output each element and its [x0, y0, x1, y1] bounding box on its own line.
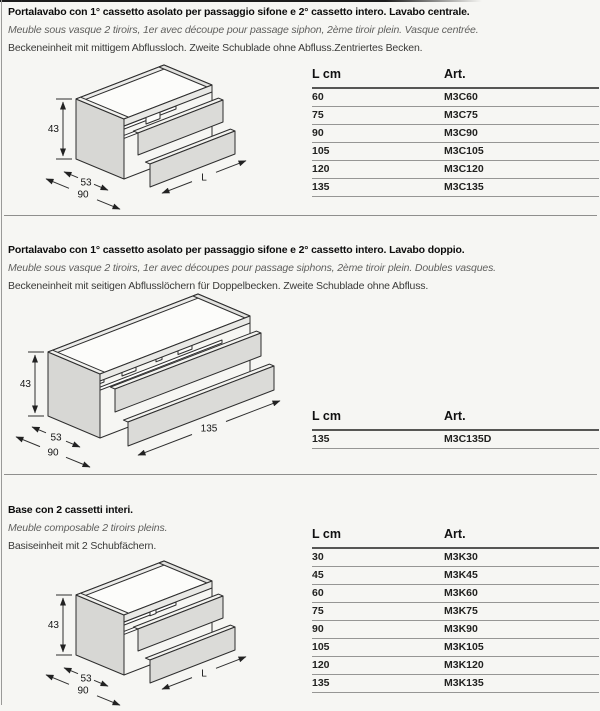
table-row — [312, 584, 599, 602]
section-header-double-basin — [8, 241, 594, 295]
table-header-row — [312, 524, 599, 548]
dim-length-label: L — [201, 668, 207, 680]
table-row — [312, 656, 599, 674]
table-header-row — [312, 64, 599, 88]
dim-height-label: 43 — [47, 124, 59, 135]
cell-length: 135 — [312, 430, 444, 449]
dim-depth-open-label: 90 — [77, 189, 89, 201]
cabinet-body — [48, 294, 274, 446]
table-row — [312, 124, 599, 142]
cell-length: 30 — [312, 548, 444, 567]
table-row — [312, 548, 599, 567]
column-header-article: Art. — [444, 524, 599, 548]
column-header-length: L cm — [312, 64, 444, 88]
section-header-central-basin — [8, 3, 594, 57]
cell-length: 90 — [312, 124, 444, 142]
table-row — [312, 88, 599, 107]
cell-article: M3K105 — [444, 638, 599, 656]
column-header-article: Art. — [444, 64, 599, 88]
cell-article: M3K30 — [444, 548, 599, 567]
cell-article: M3K120 — [444, 656, 599, 674]
cell-length: 135 — [312, 178, 444, 196]
cell-article: M3C75 — [444, 106, 599, 124]
cell-article: M3C135 — [444, 178, 599, 196]
dim-length-label: 135 — [200, 423, 218, 435]
table-row — [312, 430, 599, 449]
cell-length: 90 — [312, 620, 444, 638]
section-title-french: Meuble sous vasque 2 tiroirs, 1er avec découpes pour passage siphons, 2ème tiroir plein. Doubles vasques. — [8, 262, 496, 274]
section-divider — [4, 215, 597, 216]
cell-article: M3C60 — [444, 88, 599, 107]
column-header-length: L cm — [312, 524, 444, 548]
cell-length: 75 — [312, 106, 444, 124]
table-row — [312, 620, 599, 638]
cell-article: M3C120 — [444, 160, 599, 178]
section-title-german: Beckeneinheit mit seitigen Abflusslöchern für Doppelbecken. Zweite Schublade ohne Abfluss. — [8, 280, 429, 292]
dim-height-label: 43 — [47, 620, 59, 631]
cell-article: M3K90 — [444, 620, 599, 638]
section-title-german: Beckeneinheit mit mittigem Abflussloch. Zweite Schublade ohne Abfluss.Zentriertes Becken. — [8, 42, 423, 54]
cell-article: M3C135D — [444, 430, 599, 449]
dim-depth-open-label: 90 — [77, 685, 89, 697]
table-row — [312, 566, 599, 584]
cell-article: M3K45 — [444, 566, 599, 584]
spec-table-central-basin — [312, 64, 599, 197]
cell-length: 120 — [312, 656, 444, 674]
section-title-italian: Portalavabo con 1° cassetto asolato per passaggio sifone e 2° cassetto intero. Lavabo doppio. — [8, 244, 465, 256]
page-left-border — [1, 0, 2, 705]
table-row — [312, 602, 599, 620]
technical-drawing-base-unit — [36, 558, 301, 710]
section-title-french: Meuble composable 2 tiroirs pleins. — [8, 522, 168, 534]
spec-table-double-basin — [312, 406, 599, 449]
cell-length: 105 — [312, 638, 444, 656]
cell-length: 120 — [312, 160, 444, 178]
page-top-border — [0, 0, 482, 2]
cell-length: 105 — [312, 142, 444, 160]
cabinet-body — [76, 561, 235, 683]
section-title-german: Basiseinheit mit 2 Schubfächern. — [8, 540, 157, 552]
column-header-article: Art. — [444, 406, 599, 430]
dim-height-label: 43 — [19, 379, 31, 390]
cell-length: 60 — [312, 88, 444, 107]
cell-length: 75 — [312, 602, 444, 620]
cell-article: M3C105 — [444, 142, 599, 160]
column-header-length: L cm — [312, 406, 444, 430]
cell-length: 135 — [312, 674, 444, 692]
cell-article: M3K75 — [444, 602, 599, 620]
cabinet-body — [76, 65, 235, 187]
table-row — [312, 142, 599, 160]
table-row — [312, 160, 599, 178]
table-row — [312, 178, 599, 196]
technical-drawing-single-basin-unit — [36, 62, 301, 214]
section-title-italian: Base con 2 cassetti interi. — [8, 504, 133, 516]
cell-length: 45 — [312, 566, 444, 584]
section-title-french: Meuble sous vasque 2 tiroirs, 1er avec découpe pour passage siphon, 2ème tiroir plein. Vasque centrée. — [8, 24, 479, 36]
technical-drawing-double-basin-unit — [10, 290, 302, 472]
dim-length-label: L — [201, 172, 207, 184]
dim-depth-label: 53 — [50, 432, 62, 444]
cell-article: M3C90 — [444, 124, 599, 142]
cell-article: M3K135 — [444, 674, 599, 692]
section-divider — [4, 474, 597, 475]
cell-length: 60 — [312, 584, 444, 602]
dim-depth-label: 53 — [80, 673, 92, 685]
table-row — [312, 638, 599, 656]
cell-article: M3K60 — [444, 584, 599, 602]
section-title-italian: Portalavabo con 1° cassetto asolato per passaggio sifone e 2° cassetto intero. Lavabo centrale. — [8, 6, 470, 18]
spec-table-base-unit — [312, 524, 599, 693]
table-header-row — [312, 406, 599, 430]
dim-depth-open-label: 90 — [47, 447, 59, 459]
table-row — [312, 674, 599, 692]
dim-depth-label: 53 — [80, 177, 92, 189]
table-row — [312, 106, 599, 124]
